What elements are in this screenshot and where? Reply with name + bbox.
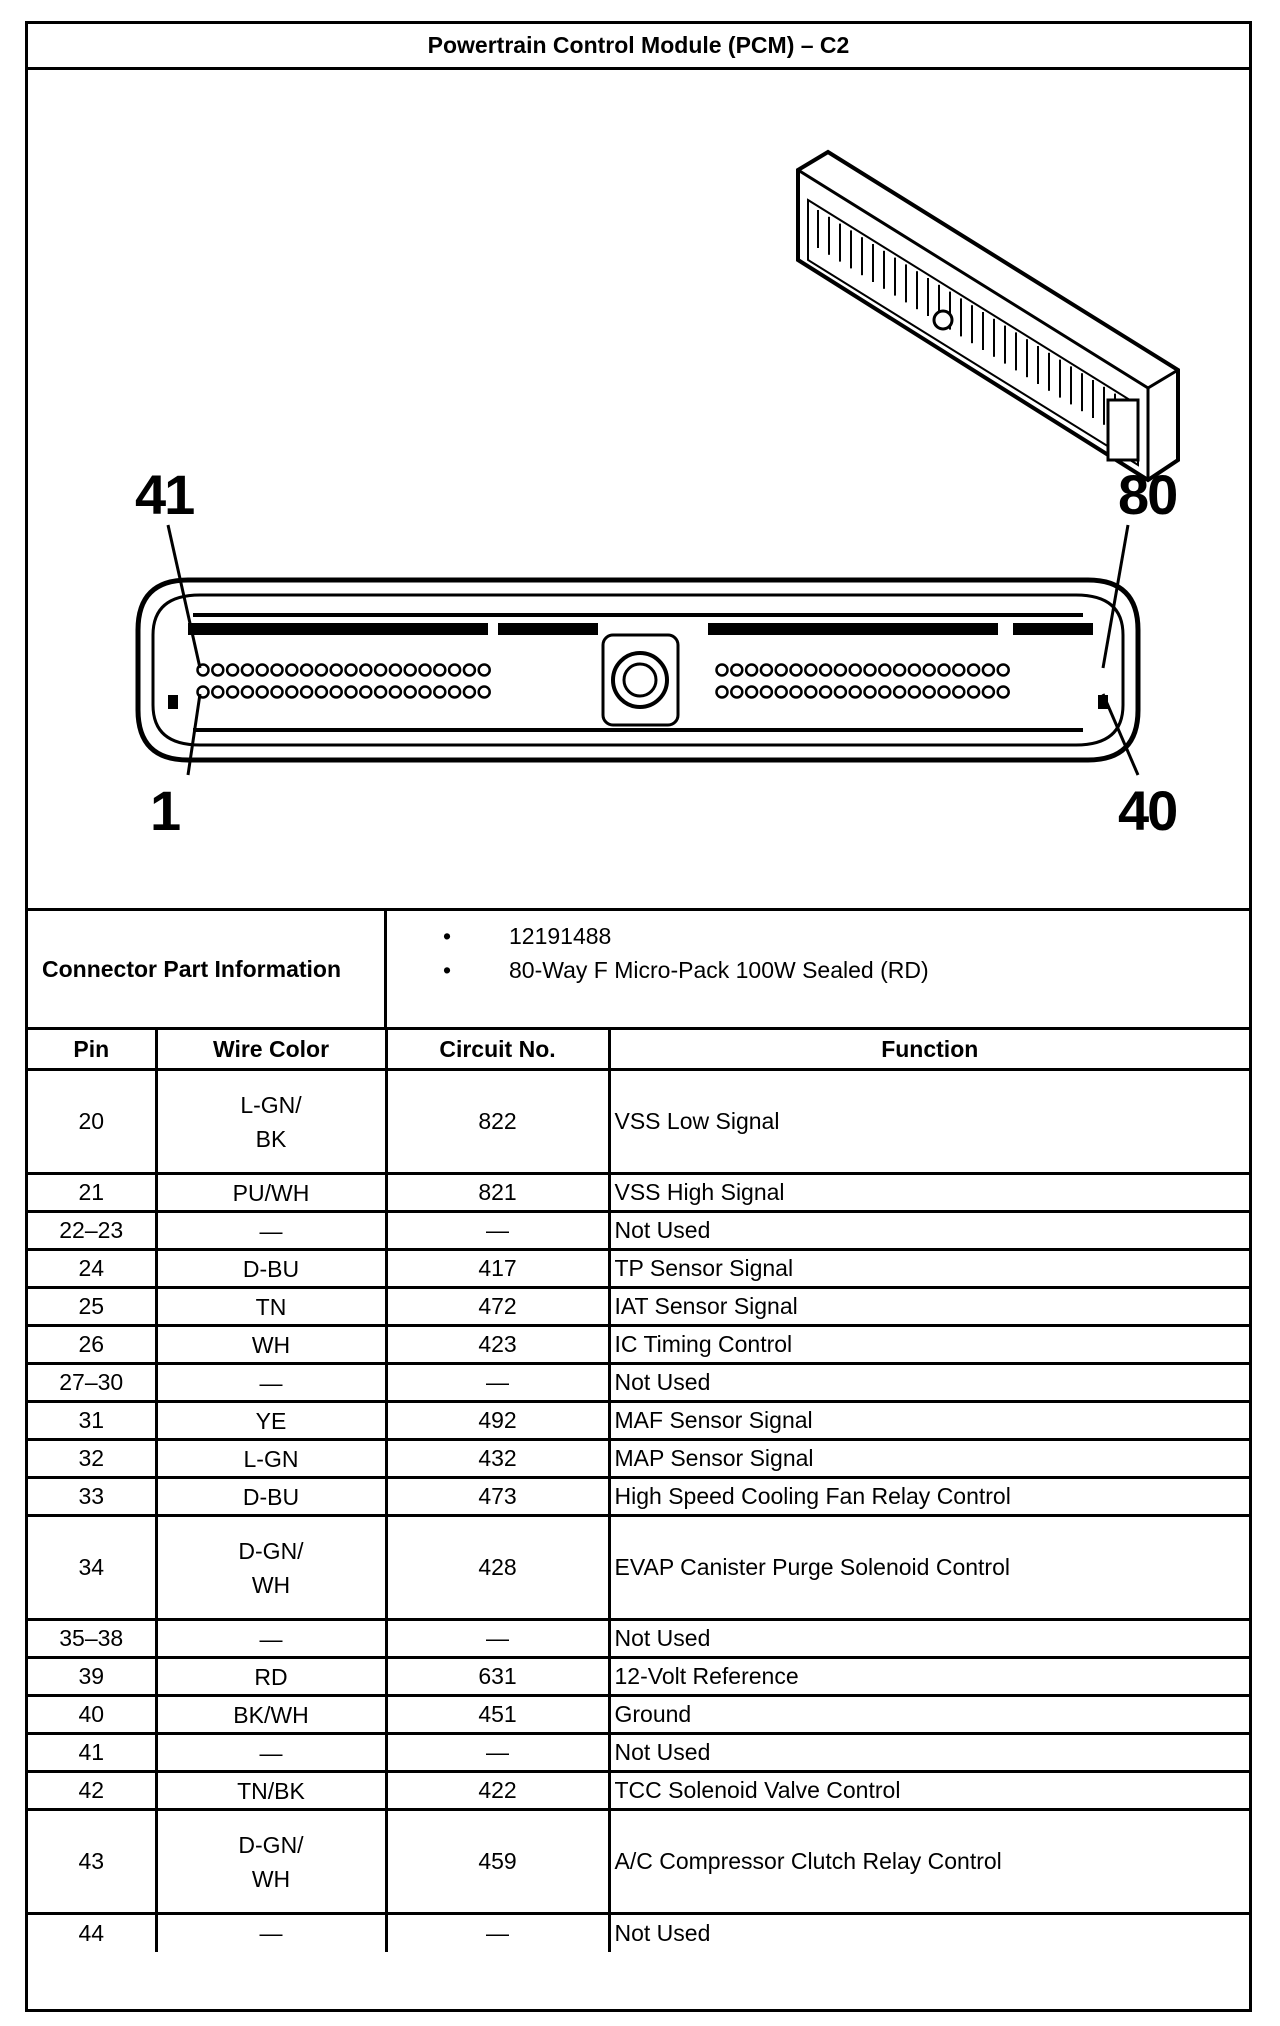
pin-label-bottom-right: 40 [1118, 779, 1177, 842]
pin-cavity [390, 665, 401, 676]
cell-pin: 35–38 [28, 1620, 156, 1658]
pin-cavity [805, 687, 816, 698]
pin-cavity [835, 687, 846, 698]
wire-color-line: TN/BK [237, 1777, 305, 1804]
cell-circuit-no: 422 [386, 1772, 609, 1810]
wire-color-line: PU/WH [232, 1179, 310, 1206]
wire-color-line: YE [255, 1407, 287, 1434]
pin-cavity [791, 665, 802, 676]
cell-circuit-no: 459 [386, 1810, 609, 1914]
pin-cavity [257, 665, 268, 676]
bullet-icon: • [442, 922, 452, 949]
header-circuit-no: Circuit No. [386, 1030, 609, 1070]
cell-wire-color [156, 1772, 386, 1810]
pin-cavity [331, 665, 342, 676]
table-row [28, 1364, 1249, 1402]
pin-cavity [717, 687, 728, 698]
page-title: Powertrain Control Module (PCM) – C2 [28, 24, 1249, 70]
wire-color-line: D-GN/ [238, 1831, 304, 1858]
cell-wire-color [156, 1364, 386, 1402]
pin-cavity [434, 687, 445, 698]
pin-cavity [301, 687, 312, 698]
pin-cavity [375, 687, 386, 698]
pin-cavity [286, 687, 297, 698]
connector-side-latch [168, 695, 178, 709]
pin-label-top-right: 80 [1118, 463, 1177, 526]
connector-drawing [28, 70, 1249, 908]
pin-cavity [746, 665, 757, 676]
pin-cavity [227, 665, 238, 676]
pin-cavity [212, 687, 223, 698]
pin-cavity [998, 687, 1009, 698]
cell-pin: 31 [28, 1402, 156, 1440]
pin-cavity [449, 665, 460, 676]
pin-cavity [879, 665, 890, 676]
table-row [28, 1914, 1249, 1952]
cell-pin: 40 [28, 1696, 156, 1734]
cell-function: Not Used [609, 1734, 1249, 1772]
part-info-list [387, 911, 1249, 1027]
cell-circuit-no: 631 [386, 1658, 609, 1696]
table-row [28, 1212, 1249, 1250]
cell-wire-color [156, 1402, 386, 1440]
cell-pin: 43 [28, 1810, 156, 1914]
pin-cavity [820, 687, 831, 698]
connector-diagram [28, 70, 1249, 911]
table-row [28, 1070, 1249, 1174]
part-info-item: • 12191488 [387, 919, 1249, 953]
cell-circuit-no: — [386, 1734, 609, 1772]
connector-3d-latch [1108, 400, 1138, 460]
wire-color-line: BK/WH [233, 1701, 309, 1728]
cell-function: EVAP Canister Purge Solenoid Control [609, 1516, 1249, 1620]
pin-cavity [286, 665, 297, 676]
pin-cavity [420, 687, 431, 698]
pin-cavity [731, 687, 742, 698]
pin-cavity [375, 665, 386, 676]
cell-pin: 39 [28, 1658, 156, 1696]
pin-cavity [360, 687, 371, 698]
cell-wire-color [156, 1696, 386, 1734]
cell-function: IAT Sensor Signal [609, 1288, 1249, 1326]
wire-color-line: L-GN/ [240, 1091, 302, 1118]
connector-key-bar [188, 623, 488, 635]
cell-function: A/C Compressor Clutch Relay Control [609, 1810, 1249, 1914]
pin-cavity [835, 665, 846, 676]
pin-cavity [242, 687, 253, 698]
cell-function: Not Used [609, 1212, 1249, 1250]
wire-color-line: WH [251, 1865, 291, 1892]
wire-color-line: — [259, 1217, 283, 1244]
cell-function: TCC Solenoid Valve Control [609, 1772, 1249, 1810]
table-row [28, 1250, 1249, 1288]
cell-wire-color [156, 1516, 386, 1620]
cell-function: Not Used [609, 1364, 1249, 1402]
table-header-row [28, 1030, 1249, 1070]
cell-wire-color [156, 1620, 386, 1658]
table-row [28, 1516, 1249, 1620]
cell-pin: 27–30 [28, 1364, 156, 1402]
wire-color-line: — [259, 1369, 283, 1396]
cell-function: 12-Volt Reference [609, 1658, 1249, 1696]
cell-circuit-no: 822 [386, 1070, 609, 1174]
table-row [28, 1696, 1249, 1734]
cell-pin: 20 [28, 1070, 156, 1174]
cell-pin: 32 [28, 1440, 156, 1478]
pin-cavity [746, 687, 757, 698]
pin-cavity [924, 687, 935, 698]
pin-cavity [850, 665, 861, 676]
cell-circuit-no: 492 [386, 1402, 609, 1440]
cell-function: MAP Sensor Signal [609, 1440, 1249, 1478]
connector-part-info [28, 911, 1249, 1030]
cell-pin: 42 [28, 1772, 156, 1810]
pin-cavity [272, 665, 283, 676]
pin-cavity [761, 665, 772, 676]
cell-wire-color [156, 1734, 386, 1772]
pin-cavity [909, 687, 920, 698]
pin-cavity [776, 665, 787, 676]
cell-pin: 44 [28, 1914, 156, 1952]
pin-cavity [894, 687, 905, 698]
pin-cavity [968, 687, 979, 698]
pin-cavity [420, 665, 431, 676]
wire-color-line: D-BU [242, 1255, 300, 1282]
pin-cavity [924, 665, 935, 676]
pin-cavity [953, 687, 964, 698]
cell-function: VSS High Signal [609, 1174, 1249, 1212]
pin-cavity [865, 665, 876, 676]
table-row [28, 1478, 1249, 1516]
wire-color-line: — [259, 1625, 283, 1652]
pin-cavity [717, 665, 728, 676]
cell-function: High Speed Cooling Fan Relay Control [609, 1478, 1249, 1516]
leader-line [188, 694, 200, 775]
header-function: Function [609, 1030, 1249, 1070]
pin-cavity [449, 687, 460, 698]
wire-color-line: — [259, 1920, 283, 1947]
cell-function: Ground [609, 1696, 1249, 1734]
cell-wire-color [156, 1070, 386, 1174]
connector-sheet [25, 21, 1252, 2012]
cell-wire-color [156, 1212, 386, 1250]
pin-cavity [360, 665, 371, 676]
cell-circuit-no: — [386, 1914, 609, 1952]
table-row [28, 1772, 1249, 1810]
cell-pin: 24 [28, 1250, 156, 1288]
pin-cavity [212, 665, 223, 676]
cell-function: Not Used [609, 1620, 1249, 1658]
pin-cavity [346, 687, 357, 698]
cell-circuit-no: 428 [386, 1516, 609, 1620]
pin-cavity [316, 687, 327, 698]
pin-cavity [850, 687, 861, 698]
table-row [28, 1402, 1249, 1440]
cell-function: MAF Sensor Signal [609, 1402, 1249, 1440]
cell-wire-color [156, 1250, 386, 1288]
cell-circuit-no: 423 [386, 1326, 609, 1364]
pin-cavity [242, 665, 253, 676]
cell-wire-color [156, 1810, 386, 1914]
connector-center-bolt-inner [624, 664, 656, 696]
pin-cavity [998, 665, 1009, 676]
part-info-item: • 80-Way F Micro-Pack 100W Sealed (RD) [387, 953, 1249, 987]
pin-cavity [464, 687, 475, 698]
wire-color-line: L-GN [243, 1445, 299, 1472]
table-row [28, 1620, 1249, 1658]
wire-color-line: D-GN/ [238, 1537, 304, 1564]
wire-color-line: RD [254, 1663, 288, 1690]
cell-wire-color [156, 1658, 386, 1696]
pin-cavity [953, 665, 964, 676]
wire-color-line: D-BU [242, 1483, 300, 1510]
cell-circuit-no: — [386, 1364, 609, 1402]
cell-pin: 34 [28, 1516, 156, 1620]
cell-wire-color [156, 1174, 386, 1212]
table-row [28, 1440, 1249, 1478]
pin-cavity [405, 665, 416, 676]
pin-cavity [939, 665, 950, 676]
pin-cavity [909, 665, 920, 676]
header-pin: Pin [28, 1030, 156, 1070]
cell-function: Not Used [609, 1914, 1249, 1952]
cell-wire-color [156, 1914, 386, 1952]
pin-cavity [968, 665, 979, 676]
cell-wire-color [156, 1440, 386, 1478]
part-info-label: Connector Part Information [28, 911, 387, 1027]
cell-wire-color [156, 1478, 386, 1516]
wire-color-line: WH [251, 1571, 291, 1598]
connector-key-bar [708, 623, 998, 635]
pinout-table [28, 1030, 1249, 1952]
pin-cavity [879, 687, 890, 698]
pin-cavity [820, 665, 831, 676]
cell-pin: 33 [28, 1478, 156, 1516]
pin-cavity [805, 665, 816, 676]
cell-pin: 21 [28, 1174, 156, 1212]
cell-circuit-no: 473 [386, 1478, 609, 1516]
pin-cavity [464, 665, 475, 676]
pin-cavity [390, 687, 401, 698]
cell-circuit-no: — [386, 1620, 609, 1658]
pin-cavity [331, 687, 342, 698]
table-row [28, 1810, 1249, 1914]
cell-pin: 25 [28, 1288, 156, 1326]
connector-key-bar [498, 623, 598, 635]
pin-cavity [761, 687, 772, 698]
cell-wire-color [156, 1326, 386, 1364]
cell-circuit-no: 451 [386, 1696, 609, 1734]
table-row [28, 1326, 1249, 1364]
pin-cavity [272, 687, 283, 698]
cell-circuit-no: 417 [386, 1250, 609, 1288]
table-row [28, 1288, 1249, 1326]
pin-label-top-left: 41 [135, 463, 194, 526]
pin-cavity [479, 687, 490, 698]
connector-key-bar [1013, 623, 1093, 635]
bullet-icon: • [442, 956, 452, 983]
wire-color-line: — [259, 1739, 283, 1766]
pin-cavity [301, 665, 312, 676]
cell-wire-color [156, 1288, 386, 1326]
pin-cavity [865, 687, 876, 698]
cell-pin: 22–23 [28, 1212, 156, 1250]
pin-cavity [983, 687, 994, 698]
pin-cavity [405, 687, 416, 698]
connector-3d-bolt [934, 311, 952, 329]
cell-function: IC Timing Control [609, 1326, 1249, 1364]
pin-cavity [983, 665, 994, 676]
pin-cavity [316, 665, 327, 676]
wire-color-line: WH [251, 1331, 291, 1358]
cell-circuit-no: 821 [386, 1174, 609, 1212]
cell-circuit-no: 472 [386, 1288, 609, 1326]
pin-cavity [791, 687, 802, 698]
pin-cavity [731, 665, 742, 676]
cell-circuit-no: — [386, 1212, 609, 1250]
pin-cavity [257, 687, 268, 698]
header-wire-color: Wire Color [156, 1030, 386, 1070]
wire-color-line: BK [255, 1125, 287, 1152]
pin-cavity [346, 665, 357, 676]
table-row [28, 1658, 1249, 1696]
cell-circuit-no: 432 [386, 1440, 609, 1478]
pin-label-bottom-left: 1 [150, 779, 180, 842]
table-row [28, 1174, 1249, 1212]
cell-pin: 26 [28, 1326, 156, 1364]
pin-cavity [939, 687, 950, 698]
pin-cavity [227, 687, 238, 698]
pin-cavity [894, 665, 905, 676]
cell-function: TP Sensor Signal [609, 1250, 1249, 1288]
cell-function: VSS Low Signal [609, 1070, 1249, 1174]
pin-cavity [479, 665, 490, 676]
pin-cavity [776, 687, 787, 698]
table-body [28, 1070, 1249, 1952]
pin-cavity [434, 665, 445, 676]
table-row [28, 1734, 1249, 1772]
cell-pin: 41 [28, 1734, 156, 1772]
wire-color-line: TN [255, 1293, 287, 1320]
